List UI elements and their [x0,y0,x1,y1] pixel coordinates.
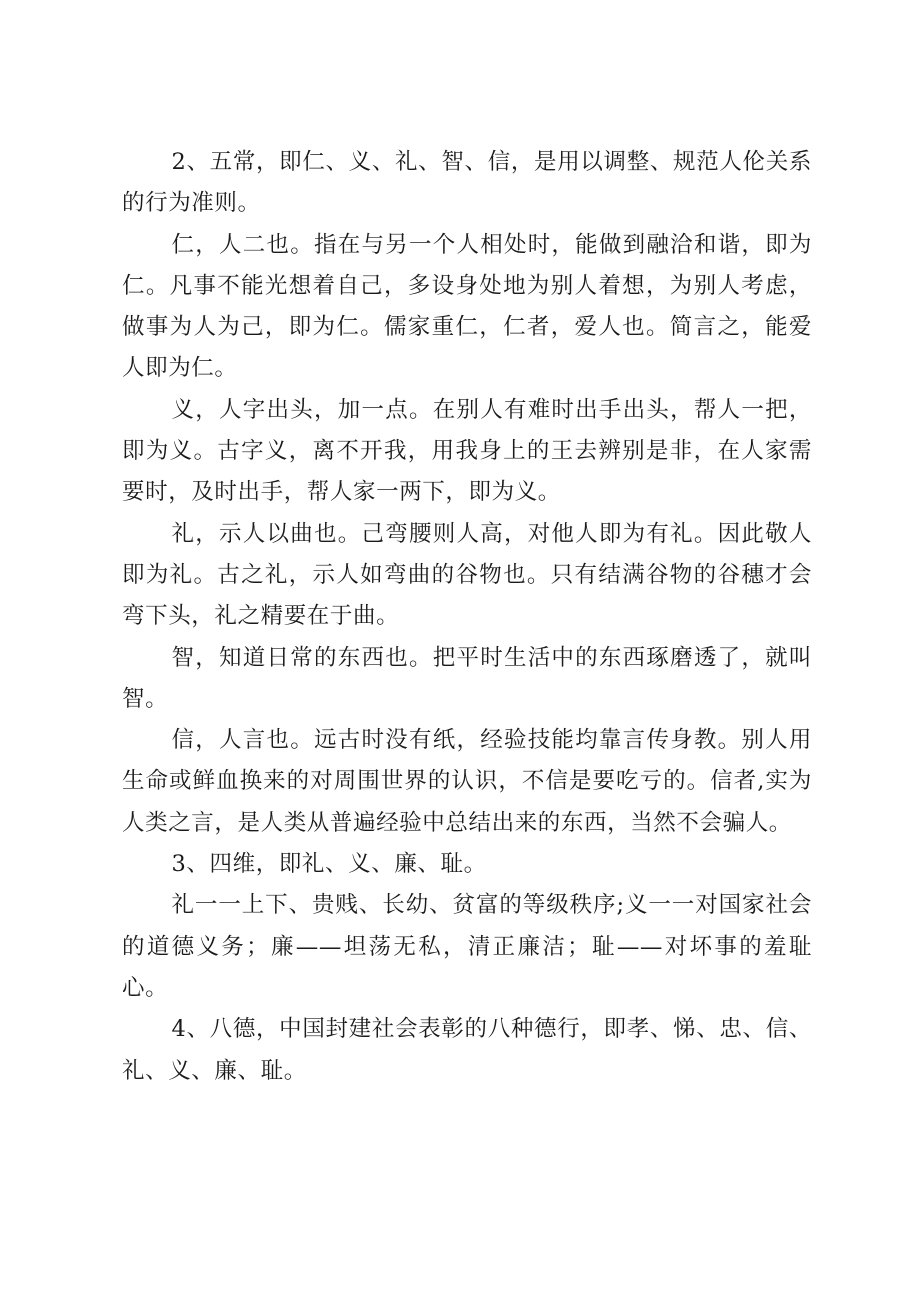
paragraph-yi: 义，人字出头，加一点。在别人有难时出手出头，帮人一把，即为义。古字义，离不开我，用我身上的王去辨别是非，在人家需要时，及时出手，帮人家一两下，即为义。 [122,396,812,506]
paragraph-bade: 4、八德，中国封建社会表彰的八种德行，即孝、悌、忠、信、礼、义、廉、耻。 [122,1016,812,1084]
paragraph-li: 礼，示人以曲也。己弯腰则人高，对他人即为有礼。因此敬人即为礼。古之礼，示人如弯曲的谷物也。只有结满谷物的谷穗才会弯下头，礼之精要在于曲。 [122,520,812,630]
paragraph-xin: 信，人言也。远古时没有纸，经验技能均靠言传身教。别人用生命或鲜血换来的对周围世界的认识，不信是要吃亏的。信者,实为人类之言，是人类从普遍经验中总结出来的东西，当然不会骗人。 [122,727,812,836]
paragraph-siwei-detail: 礼一一上下、贵贱、长幼、贫富的等级秩序;义一一对国家社会的道德义务；廉——坦荡无私，清正廉洁；耻——对坏事的羞耻心。 [122,892,812,1001]
paragraph-zhi: 智，知道日常的东西也。把平时生活中的东西琢磨透了，就叫智。 [122,644,812,712]
paragraph-ren: 仁，人二也。指在与另一个人相处时，能做到融洽和谐，即为仁。凡事不能光想着自己，多设身处地为别人着想，为别人考虑，做事为人为己，即为仁。儒家重仁，仁者，爱人也。简言之，能爱人即为仁。 [122,231,812,382]
document-body [122,142,812,1092]
paragraph-siwei-intro: 3、四维，即礼、义、廉、耻。 [171,851,487,878]
paragraph-wuchang-intro: 2、五常，即仁、义、礼、智、信，是用以调整、规范人伦关系的行为准则。 [122,149,812,217]
